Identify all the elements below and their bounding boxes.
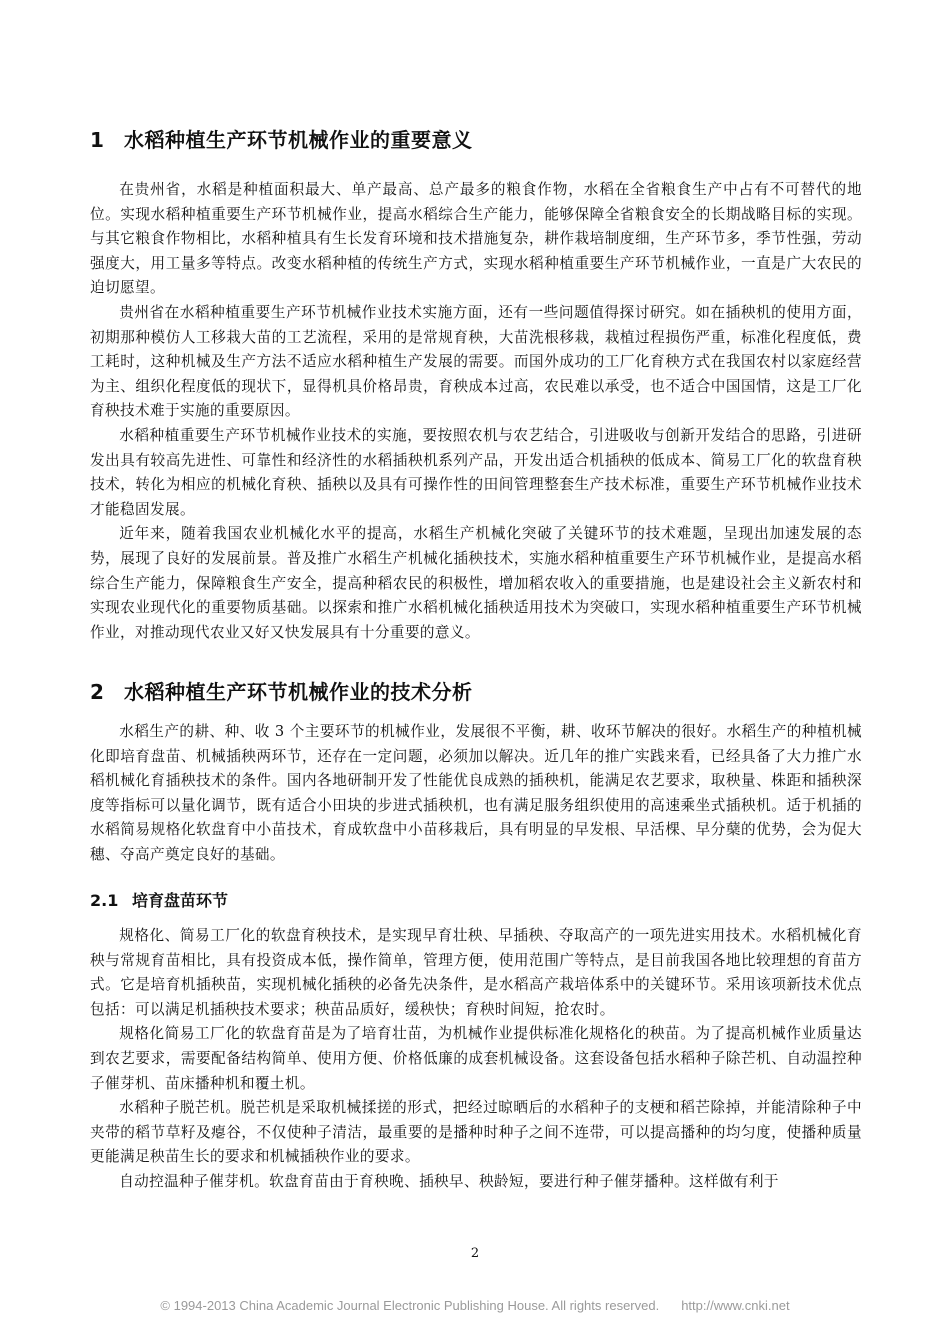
section-2-title: 水稻种植生产环节机械作业的技术分析	[124, 680, 473, 704]
paragraph: 规格化、简易工厂化的软盘育秧技术，是实现早育壮秧、早插秧、夺取高产的一项先进实用技术。水稻机械化育秧与常规育苗相比，具有投资成本低，操作简单，管理方便，使用范围广等特点，是目前我国各地比较理想的育苗方式。它是培育机插秧苗，实现机械化插秧的必备先决条件，是水稻高产栽培体系中的关键环节。采用该项新技术优点包括：可以满足机插秧技术要求；秧苗品质好，缓秧快；育秧时间短，抢农时。	[90, 927, 862, 1018]
page-number: 2	[470, 1246, 480, 1261]
paragraph: 水稻种子脱芒机。脱芒机是采取机械揉搓的形式，把经过晾晒后的水稻种子的支梗和稻芒除掉，并能清除种子中夹带的稻节草籽及瘪谷，不仅使种子清洁，最重要的是播种时种子之间不连带，可以提高播种的均匀度，使播种质量更能满足秧苗生长的要求和机械插秧作业的要求。	[90, 1099, 862, 1166]
section-1-title: 水稻种植生产环节机械作业的重要意义	[124, 128, 473, 152]
footer-url: http://www.cnki.net	[681, 1298, 790, 1313]
paragraph: 近年来，随着我国农业机械化水平的提高，水稻生产机械化突破了关键环节的技术难题，呈现出加速发展的态势，展现了良好的发展前景。普及推广水稻生产机械化插秧技术，实施水稻种植重要生产环节机械作业，是提高水稻综合生产能力，保障粮食生产安全，提高种稻农民的积极性，增加稻农收入的重要措施，也是建设社会主义新农村和实现农业现代化的重要物质基础。以探索和推广水稻机械化插秧适用技术为突破口，实现水稻种植重要生产环节机械作业，对推动现代农业又好又快发展具有十分重要的意义。	[90, 525, 862, 641]
section-2-heading	[90, 676, 473, 705]
section-1-heading	[90, 124, 473, 153]
paragraph: 自动控温种子催芽机。软盘育苗由于育秧晚、插秧早、秧龄短，要进行种子催芽播种。这样做有利于	[119, 1172, 779, 1190]
paragraph: 水稻种植重要生产环节机械作业技术的实施，要按照农机与农艺结合，引进吸收与创新开发结合的思路，引进研发出具有较高先进性、可靠性和经济性的水稻插秧机系列产品，开发出适合机插秧的低成本、简易工厂化的软盘育秧技术，转化为相应的机械化育秧、插秧以及具有可操作性的田间管理整套生产技术标准，重要生产环节机械作业技术才能稳固发展。	[90, 426, 862, 518]
paragraph: 贵州省在水稻种植重要生产环节机械作业技术实施方面，还有一些问题值得探讨研究。如在插秧机的使用方面，初期那种模仿人工移栽大苗的工艺流程，采用的是常规育秧，大苗洗根移栽，栽植过程损伤严重，标准化程度低，费工耗时，这种机械及生产方法不适应水稻种植生产发展的需要。而国外成功的工厂化育秧方式在我国农村以家庭经营为主、组织化程度低的现状下，显得机具价格昂贵，育秧成本过高，农民难以承受，也不适合中国国情，这是工厂化育秧技术难于实施的重要原因。	[90, 303, 862, 420]
section-1-number: 1	[90, 128, 105, 152]
paragraph: 规格化简易工厂化的软盘育苗是为了培育壮苗，为机械作业提供标准化规格化的秧苗。为了提高机械作业质量达到农艺要求，需要配备结构简单、使用方便、价格低廉的成套机械设备。这套设备包括水稻种子除芒机、自动温控种子催芽机、苗床播种机和覆土机。	[90, 1025, 862, 1092]
subsection-2-1-heading	[90, 888, 228, 911]
footer-copyright: © 1994-2013 China Academic Journal Electronic Publishing House. All rights reserved.	[160, 1298, 660, 1313]
footer	[0, 1298, 950, 1313]
section-2-number: 2	[90, 680, 105, 704]
paragraph: 在贵州省，水稻是种植面积最大、单产最高、总产最多的粮食作物，水稻在全省粮食生产中占有不可替代的地位。实现水稻种植重要生产环节机械作业，提高水稻综合生产能力，能够保障全省粮食安全的长期战略目标的实现。与其它粮食作物相比，水稻种植具有生长发育环境和技术措施复杂，耕作栽培制度细，生产环节多，季节性强，劳动强度大，用工量多等特点。改变水稻种植的传统生产方式，实现水稻种植重要生产环节机械作业，一直是广大农民的迫切愿望。	[90, 181, 862, 297]
subsection-2-1-title: 培育盘苗环节	[132, 891, 229, 910]
subsection-2-1-body	[90, 924, 862, 1195]
section-1-body	[90, 178, 862, 645]
subsection-2-1-number: 2.1	[90, 891, 119, 910]
section-2-body	[90, 720, 862, 868]
paragraph: 水稻生产的耕、种、收 3 个主要环节的机械作业，发展很不平衡，耕、收环节解决的很好。水稻生产的种植机械化即培育盘苗、机械插秧两环节，还存在一定问题，必须加以解决。近几年的推广实践来看，已经具备了大力推广水稻机械化育插秧技术的条件。国内各地研制开发了性能优良成熟的插秧机，能满足农艺要求，取秧量、株距和插秧深度等指标可以量化调节，既有适合小田块的步进式插秧机，也有满足服务组织使用的高速乘坐式插秧机。适于机插的水稻简易规格化软盘育中小苗技术，育成软盘中小苗移栽后，具有明显的早发根、早活棵、早分蘖的优势，会为促大穗、夺高产奠定良好的基础。	[90, 723, 862, 863]
